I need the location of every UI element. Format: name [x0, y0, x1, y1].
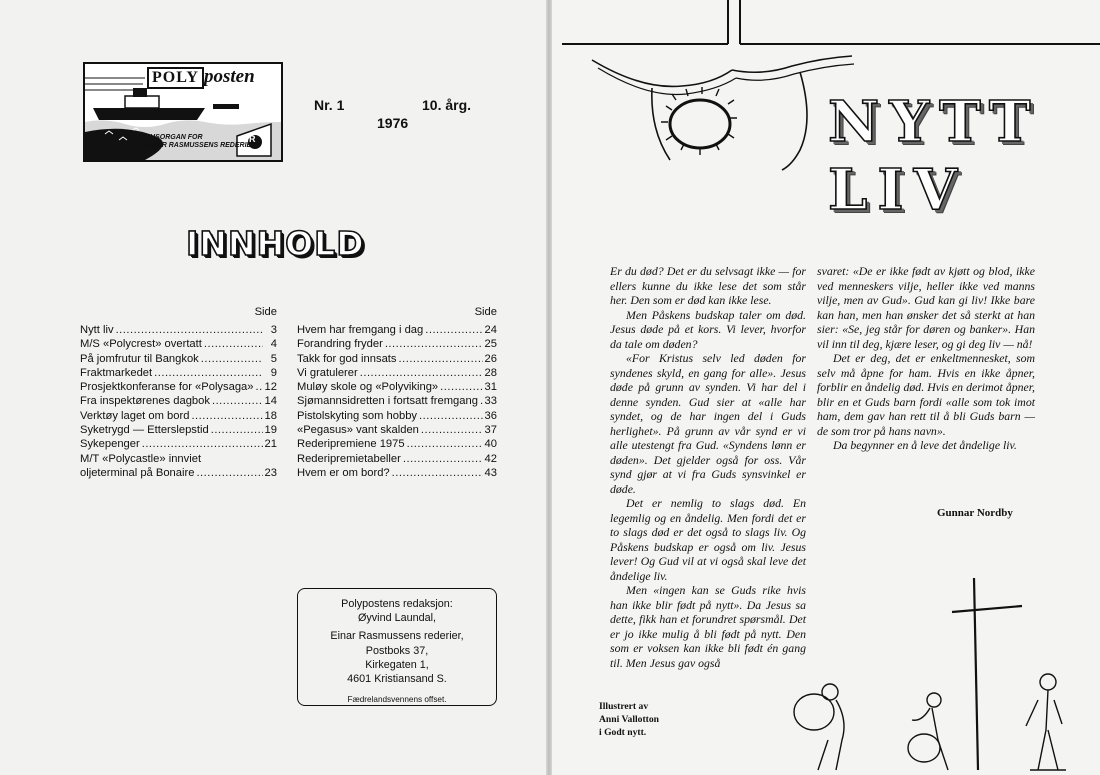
credit-line: Anni Vallotton	[599, 714, 659, 725]
toc-leader-dots	[360, 366, 483, 380]
toc-entry-title: M/S «Polycrest» overtatt	[80, 338, 202, 351]
toc-entry-title: Hvem er om bord?	[297, 466, 390, 479]
logo-title-poly: POLY	[147, 67, 204, 89]
toc-entry-page: 14	[264, 395, 277, 408]
toc-entry-page: 19	[264, 424, 277, 437]
toc-entry	[297, 452, 497, 466]
article-column-1	[610, 264, 806, 670]
toc-entry-title: Pistolskyting som hobby	[297, 409, 418, 422]
toc-entry	[297, 352, 497, 366]
toc-entry-title: Sjømannsidretten i fortsatt fremgang	[297, 395, 478, 408]
toc-entry	[80, 337, 277, 351]
toc-entry-page: 9	[270, 366, 277, 379]
toc-leader-dots	[419, 409, 483, 423]
toc-entry-title: Prosjektkonferanse for «Polysaga»	[80, 381, 254, 394]
editorial-line: Einar Rasmussens rederier,	[330, 630, 464, 643]
toc-entry-page: 25	[484, 338, 497, 351]
toc-entry-title: Rederipremietabeller	[297, 452, 401, 465]
toc-leader-dots	[403, 452, 483, 466]
toc-entry-page: 21	[264, 438, 277, 451]
right-page	[552, 0, 1100, 775]
toc-leader-dots	[421, 423, 483, 437]
toc-entry	[80, 466, 277, 480]
toc-entry	[80, 366, 277, 380]
toc-entry	[297, 366, 497, 380]
toc-entry-title: På jomfrutur til Bangkok	[80, 352, 199, 365]
logo-title	[147, 66, 255, 89]
issue-number: Nr. 1	[314, 97, 345, 113]
toc-entry-page: 3	[270, 324, 277, 336]
toc-leader-dots	[425, 323, 482, 337]
toc-entry-title: Hvem har fremgang i dag	[297, 324, 424, 336]
toc-entry-title: M/T «Polycastle» innviet	[80, 452, 202, 465]
toc-leader-dots	[440, 380, 482, 394]
toc-entry-page: 26	[484, 352, 497, 365]
toc-entry-title: Fra inspektørenes dagbok	[80, 395, 210, 408]
toc-entry	[297, 323, 497, 337]
toc-entry	[297, 423, 497, 437]
toc-entry	[297, 437, 497, 451]
editorial-line: Postboks 37,	[365, 644, 429, 657]
logo-subtitle-line1: HUSORGAN FOR	[145, 134, 203, 141]
logo-subtitle-line2: EINAR RASMUSSENS REDERIER	[145, 142, 257, 149]
volume: 10. årg.	[422, 97, 472, 113]
toc-left-column	[80, 305, 277, 480]
toc-entry-page: 24	[484, 324, 497, 336]
toc-leader-dots	[212, 394, 263, 408]
author: Gunnar Nordby	[937, 507, 1013, 519]
flag-letter: R	[249, 134, 256, 144]
toc-entry-title: Forandring fryder	[297, 338, 383, 351]
article-paragraph: Det er nemlig to slags død. En legemlig og en åndelig. Men fordi det er to slags død er det også to slags liv. Og Påskens budskap er også om liv. Jesus lever! Og Gud vil at vi også skal leve det åndelige liv.	[610, 496, 806, 583]
printer-credit: Fædrelandsvennens offset.	[347, 695, 447, 705]
toc-entry	[297, 337, 497, 351]
toc-leader-dots	[116, 323, 263, 337]
side-label: Side	[474, 306, 497, 318]
toc-entry-page: 33	[484, 395, 497, 408]
toc-entry	[80, 423, 277, 437]
toc-entry	[80, 323, 277, 337]
toc-leader-dots	[154, 366, 263, 380]
toc-entry-title: «Pegasus» vant skalden	[297, 424, 419, 437]
toc-leader-dots	[196, 466, 262, 480]
toc-entry-page: 43	[484, 466, 497, 479]
toc-leader-dots	[385, 337, 483, 351]
title-liv: LIV	[828, 157, 968, 223]
toc-entry	[80, 352, 277, 366]
toc-leader-dots	[407, 437, 483, 451]
article-paragraph: Er du død? Det er du selvsagt ikke — for ellers kunne du ikke lese det som står her. Den som er død kan ikke lese.	[610, 264, 806, 307]
credit-line: Illustrert av	[599, 701, 649, 712]
toc-leader-dots	[399, 352, 483, 366]
toc-right-column	[297, 305, 497, 480]
toc-entry-page: 23	[264, 466, 277, 479]
toc-entry-title: Muløy skole og «Polyviking»	[297, 381, 439, 394]
article-paragraph: Da begynner en å leve det åndelige liv.	[833, 438, 1017, 452]
toc-entry-page: 18	[264, 409, 277, 422]
title-nytt: NYTT	[828, 89, 1041, 155]
illustration-credit	[599, 700, 659, 739]
toc-entry	[297, 409, 497, 423]
toc-entry-title: Rederipremiene 1975	[297, 438, 405, 451]
toc-entry	[80, 452, 277, 466]
left-page	[0, 0, 548, 775]
logo-subtitle	[145, 134, 256, 150]
toc-entry-page: 42	[484, 452, 497, 465]
toc-entry-title: Fraktmarkedet	[80, 366, 153, 379]
toc-entry	[80, 380, 277, 394]
article-paragraph: Men Påskens budskap taler om død. Jesus døde på et kors. Vi lever, hvorfor da tale om døden?	[610, 307, 806, 351]
toc-leader-dots	[256, 380, 263, 394]
side-label: Side	[254, 306, 277, 318]
toc-entry	[297, 394, 497, 408]
polyposten-logo	[83, 62, 283, 162]
toc-entry-title: Syketrygd — Etterslepstid	[80, 424, 209, 437]
toc-entry	[80, 409, 277, 423]
toc-entry-title: Nytt liv	[80, 324, 114, 336]
toc-leader-dots	[392, 466, 483, 480]
toc-leader-dots	[480, 394, 483, 408]
toc-entry-page: 36	[484, 409, 497, 422]
toc-entry-title: Vi gratulerer	[297, 366, 358, 379]
toc-entry	[297, 380, 497, 394]
toc-entry-page: 28	[484, 366, 497, 379]
toc-leader-dots	[211, 423, 263, 437]
toc-entry-page: 5	[270, 352, 277, 365]
toc-leader-dots	[204, 337, 263, 351]
editorial-line: Kirkegaten 1,	[365, 658, 429, 671]
toc-entry-title: oljeterminal på Bonaire	[80, 466, 195, 479]
toc-entry-page: 37	[484, 424, 497, 437]
credit-line: i Godt nytt.	[599, 727, 647, 738]
toc-leader-dots	[201, 352, 263, 366]
toc-leader-dots	[142, 437, 263, 451]
editorial-line: 4601 Kristiansand S.	[347, 673, 447, 686]
contents-heading: INNHOLD	[186, 224, 365, 263]
toc-entry	[80, 437, 277, 451]
toc-entry-title: Takk for god innsats	[297, 352, 397, 365]
editorial-line: Øyvind Laundal,	[357, 612, 437, 625]
article-paragraph: «For Kristus selv led døden for syndenes skyld, en gang for alle». Jesus døde på grunn av synden. Vi har del i denne synden. Gud sier at «alle har syndet, og de har ingen del i Guds herlighet». På grunn av vår synd er vi alle utestengt fra Gud. «Syndens lønn er døden». Det gjelder også for oss. Vår synd gjør at vi fra Guds synsvinkel er døde.	[610, 351, 806, 496]
toc-entry	[80, 394, 277, 408]
article-paragraph: Men «ingen kan se Guds rike hvis han ikke blir født på nytt». Da Jesus sa dette, fikk han et forundret spørsmål. Det er jo ikke mulig å bli født på nytt. Den som er voksen kan ikke bli født én gang til. Men Jesus gav også	[610, 583, 806, 670]
toc-entry-page: 31	[484, 381, 497, 394]
editorial-line: Polypostens redaksjon:	[341, 598, 453, 610]
article-column-2	[817, 264, 1035, 453]
toc-entry-title: Sykepenger	[80, 438, 140, 451]
toc-entry-page: 12	[264, 381, 277, 394]
toc-entry-page: 40	[484, 438, 497, 451]
editorial-box	[297, 588, 497, 706]
logo-title-rest: posten	[203, 66, 255, 87]
article-paragraph: svaret: «De er ikke født av kjøtt og blod, ikke ved menneskers vilje, heller ikke ved manns vilje, men av Gud». Gud kan gi liv! Ikke bare kan han, men han ønsker det så sterkt at han sier: «Se, jeg står for døren og banker». Han vil inn til deg, kjære leser, og gi deg liv — nå!	[817, 264, 1035, 351]
toc-leader-dots	[191, 409, 262, 423]
toc-entry-page: 4	[270, 338, 277, 351]
article-paragraph: Det er deg, det er enkeltmennesket, som selv må åpne for ham. Hvis en ikke åpner, forblir en åndelig død. Hvis en derimot åpner, blir en et Guds barn fordi «alle som tok imot ham, dem gav han rett til å bli Guds barn — de som tror på hans navn».	[817, 351, 1035, 438]
toc-entry-title: Verktøy laget om bord	[80, 409, 190, 422]
toc-entry	[297, 466, 497, 480]
year: 1976	[377, 115, 409, 131]
